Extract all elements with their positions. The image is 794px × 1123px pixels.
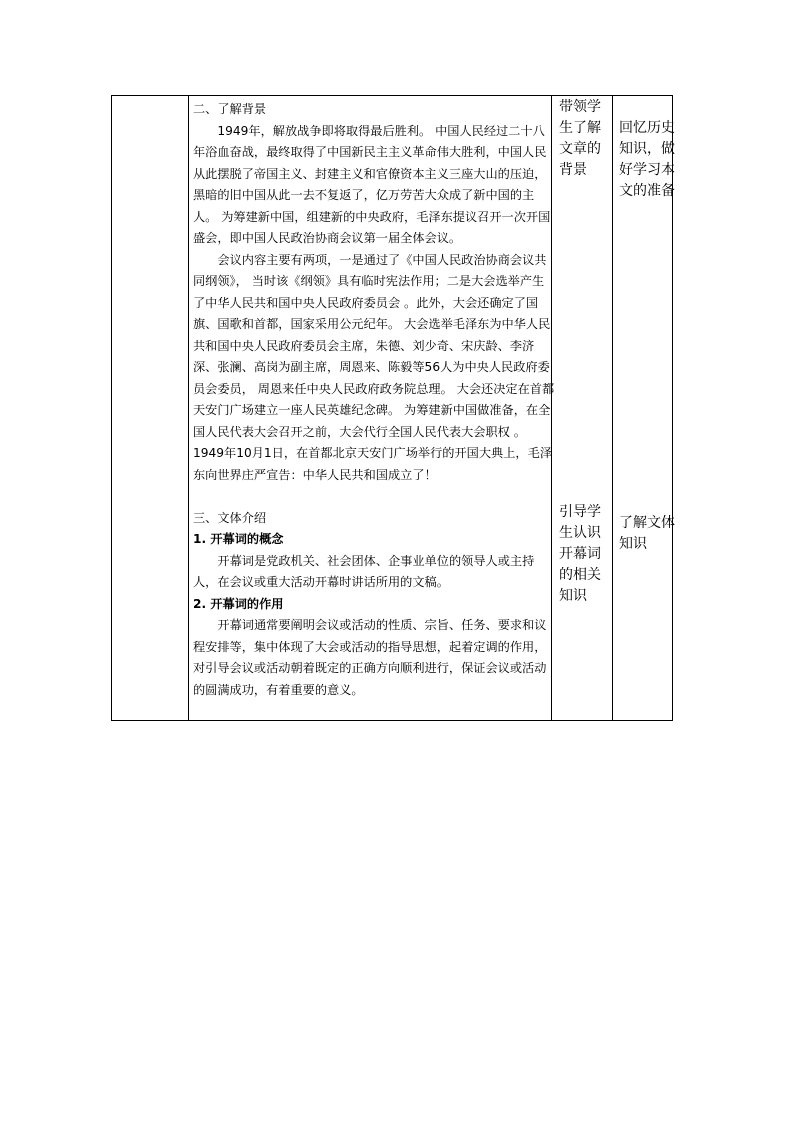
column-divider <box>612 96 613 720</box>
background-paragraph-1: 1949年，解放战争即将取得最后胜利。 中国人民经过二十八年浴血奋战，最终取得了中国新民主主义革命伟大胜利，中国人民从此摆脱了帝国主义、封建主义和官僚资本主义三座大山的压迫， 黑暗的旧中国从此一去不复返了，亿万劳苦大众成了新中国的主人。 为筹建新中国，组建新的中央政府，毛泽东提议召开一次开国盛会，即中国人民政治协商会议第一届全体会议。 <box>193 123 551 245</box>
teacher-activity-background: 带领学生了解文章的背景 <box>559 99 601 178</box>
section-heading-background: 二、了解背景 <box>193 102 267 116</box>
lesson-plan-table <box>111 95 673 721</box>
spacer <box>193 486 555 508</box>
background-paragraph-2: 会议内容主要有两项，一是通过了《中国人民政治协商会议共同纲领》， 当时该《纲领》具有临时宪法作用；二是大会选举产生了中华人民共和国中央人民政府委员会 。此外，大会还确定了国旗、国歌和首都，国家采用公元纪年。 大会选举毛泽东为中华人民共和国中央人民政府委员会主席，朱德、刘少奇、宋庆龄、李济深、张澜、高岗为副主席，周恩来、陈毅等56人为中央人民政府委员会委员， 周恩来任中央人民政府政务院总理。 大会还决定在首都天安门广场建立一座人民英雄纪念碑。 为筹建新中国做准备，在全国人民代表大会召开之前，大会代行全国人民代表大会职权 。1949年10月1日，在首都北京天安门广场举行的开国大典上，毛泽东向世界庄严宣告：中华人民共和国成立了！ <box>193 252 555 482</box>
function-paragraph: 开幕词通常要阐明会议或活动的性质、宗旨、任务、要求和议程安排等，集中体现了大会或活动的指导思想，起着定调的作用，对引导会议或活动朝着既定的正确方向顺利进行，保证会议或活动的圆满成功，有着重要的意义。 <box>193 618 547 697</box>
teacher-activity-genre: 引导学生认识开幕词的相关知识 <box>559 504 601 604</box>
concept-paragraph: 开幕词是党政机关、社会团体、企事业单位的领导人或主持人，在会议或重大活动开幕时讲话所用的文稿。 <box>193 553 535 589</box>
student-activity-background: 回忆历史知识，做好学习本文的准备 <box>619 120 675 199</box>
column-divider <box>188 96 189 720</box>
section-heading-genre: 三、文体介绍 <box>193 510 267 525</box>
student-activity-genre: 了解文体知识 <box>619 515 675 552</box>
content-column <box>193 99 555 701</box>
subheading-concept: 1. 开幕词的概念 <box>193 532 284 546</box>
subheading-function: 2. 开幕词的作用 <box>193 596 284 611</box>
